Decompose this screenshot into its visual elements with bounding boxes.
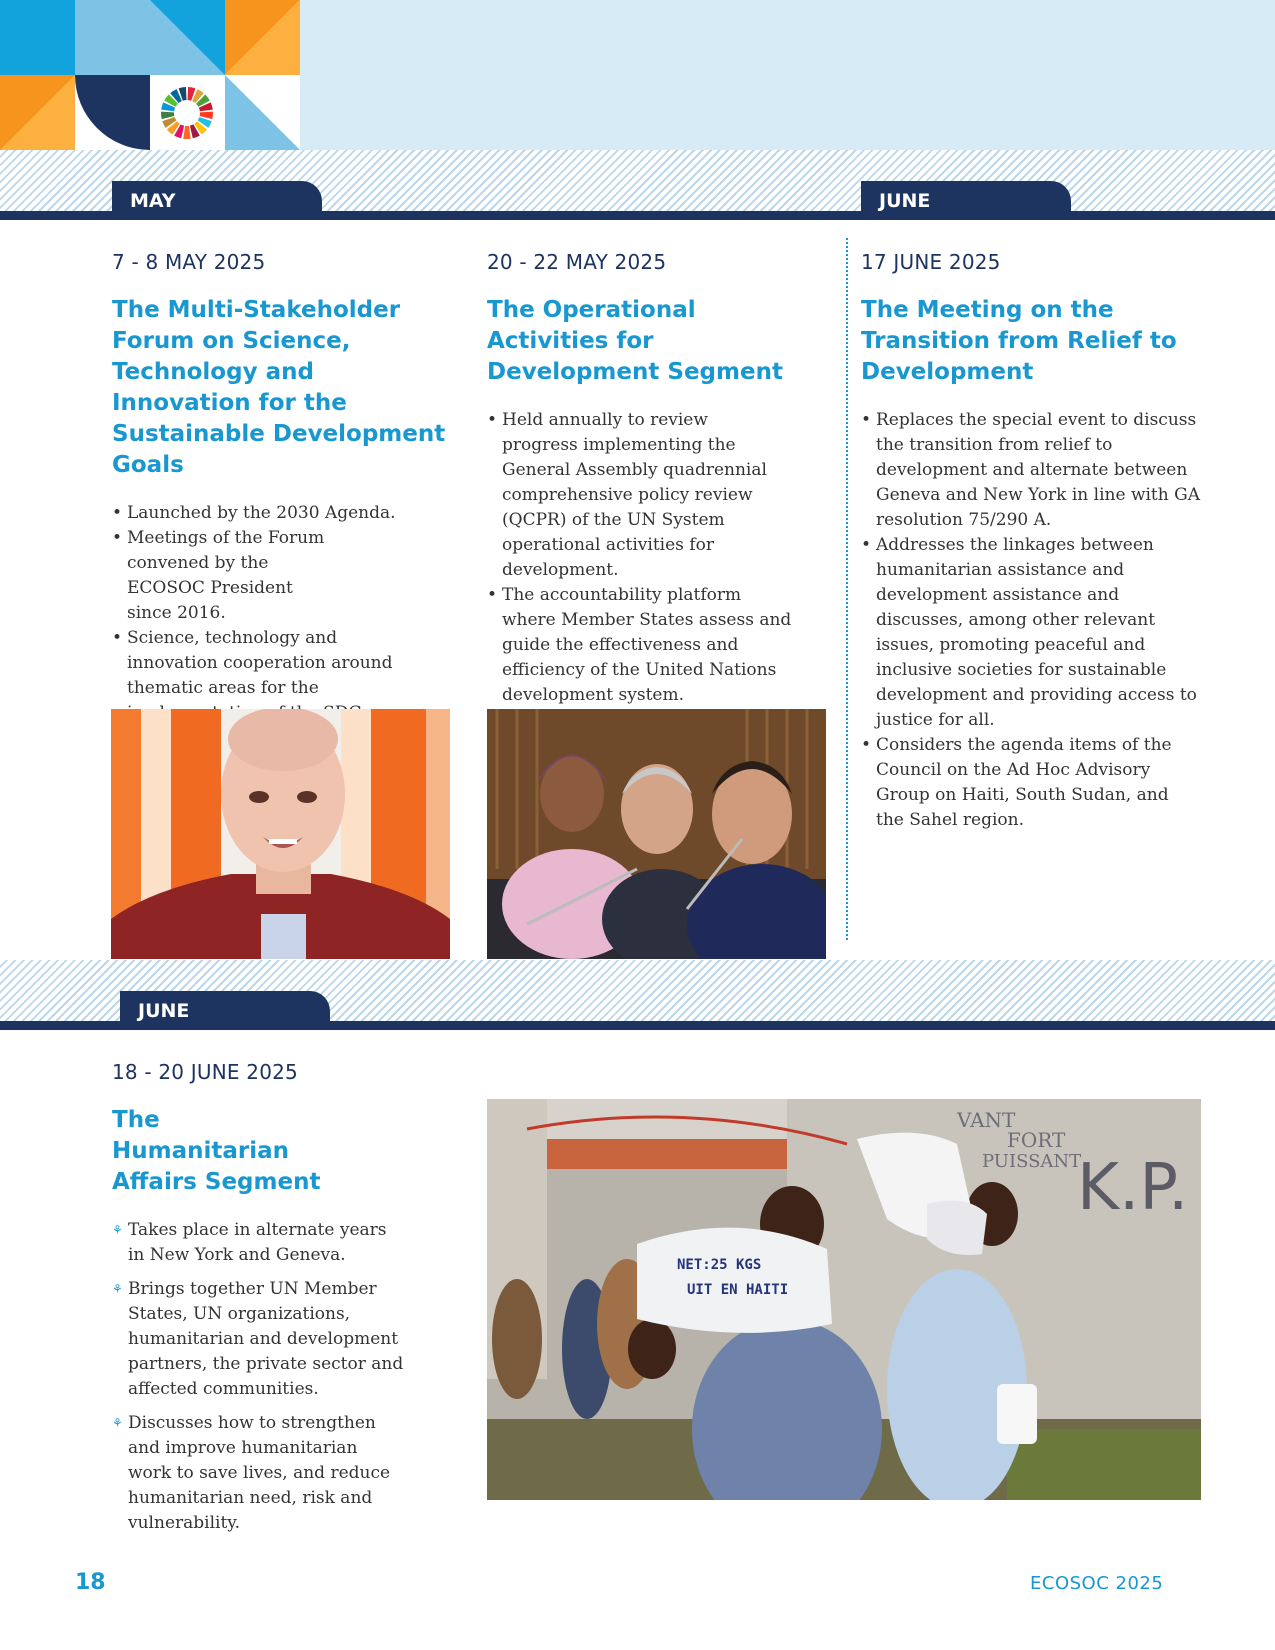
event-column-sti-forum xyxy=(112,250,457,726)
bullet-item: ⚘ Discusses how to strengthen and improve humanitarian work to save lives, and reduce humanitarian need, risk and vulnerability. xyxy=(112,1411,403,1536)
bullet-item: • The accountability platform where Member States assess and guide the effectiveness and efficiency of the United Nations development system. xyxy=(487,583,797,708)
header-mosaic xyxy=(0,0,300,150)
bullet-item: • Meetings of the Forum convened by the ECOSOC President since 2016. xyxy=(112,526,342,626)
event-column-oad-segment xyxy=(487,250,827,708)
event-date: 20 - 22 MAY 2025 xyxy=(487,250,667,274)
page-number: 18 xyxy=(75,1570,106,1595)
publication-footer: ECOSOC 2025 xyxy=(1030,1573,1164,1594)
event-bullets xyxy=(487,408,797,708)
sack-label-2: UIT EN HAITI xyxy=(687,1282,789,1298)
wall-graffiti-3: PUISSANT xyxy=(982,1151,1082,1172)
wall-graffiti-1: VANT xyxy=(957,1108,1016,1132)
event-bullets xyxy=(861,408,1206,833)
bullet-item: • Science, technology and innovation cooperation around thematic areas for the xyxy=(112,626,422,726)
bullet-item: • Replaces the special event to discuss the transition from relief to development and alternate between Geneva and New York in line with GA resolution 75/290 A. xyxy=(861,408,1206,533)
event-date: 17 JUNE 2025 xyxy=(861,250,1001,274)
event-bullets xyxy=(112,1218,432,1536)
meeting-photo xyxy=(487,709,826,959)
event-title: The Multi-Stakeholder Forum on Science, Technology and Innovation for the Sustainable Development Goals xyxy=(112,297,446,478)
wall-graffiti-4: K.P. xyxy=(1077,1151,1189,1225)
bullet-item: ⚘ Brings together UN Member States, UN organizations, humanitarian and development partners, the private sector and affected communities. xyxy=(112,1277,432,1402)
event-column-relief-transition xyxy=(861,250,1211,833)
event-column-humanitarian xyxy=(112,1060,442,1545)
month-tab-may: MAY xyxy=(112,181,322,220)
event-title: The Humanitarian Affairs Segment xyxy=(112,1107,321,1195)
sack-label-1: NET:25 KGS xyxy=(677,1257,762,1273)
month-tab-june-2: JUNE xyxy=(120,991,330,1030)
event-bullets xyxy=(112,501,422,726)
column-separator xyxy=(846,238,848,940)
aid-distribution-photo xyxy=(487,1099,1201,1500)
event-title: The Operational Activities for Development Segment xyxy=(487,297,783,385)
month-tab-june: JUNE xyxy=(861,181,1071,220)
bullet-item: • Launched by the 2030 Agenda. xyxy=(112,501,422,526)
bullet-item: • Held annually to review progress implementing the General Assembly quadrennial comprehensive policy review (QCPR) of the UN System operational activities for development. xyxy=(487,408,772,583)
robot-photo xyxy=(111,709,450,959)
sdg-wheel-segment xyxy=(183,126,191,139)
event-date: 18 - 20 JUNE 2025 xyxy=(112,1060,298,1084)
sdg-wheel-icon xyxy=(160,86,214,140)
event-title: The Meeting on the Transition from Relief to Development xyxy=(861,297,1177,385)
bullet-item: • Considers the agenda items of the Council on the Ad Hoc Advisory Group on Haiti, South Sudan, and the Sahel region. xyxy=(861,733,1201,833)
event-date: 7 - 8 MAY 2025 xyxy=(112,250,266,274)
bullet-item: • Addresses the linkages between humanitarian assistance and development assistance and discusses, among other relevant issues, promoting peaceful and inclusive societies for sustainable development and providing access to justice for all. xyxy=(861,533,1206,733)
bullet-item: ⚘ Takes place in alternate years in New York and Geneva. xyxy=(112,1218,393,1268)
wall-graffiti-2: FORT xyxy=(1007,1128,1066,1152)
